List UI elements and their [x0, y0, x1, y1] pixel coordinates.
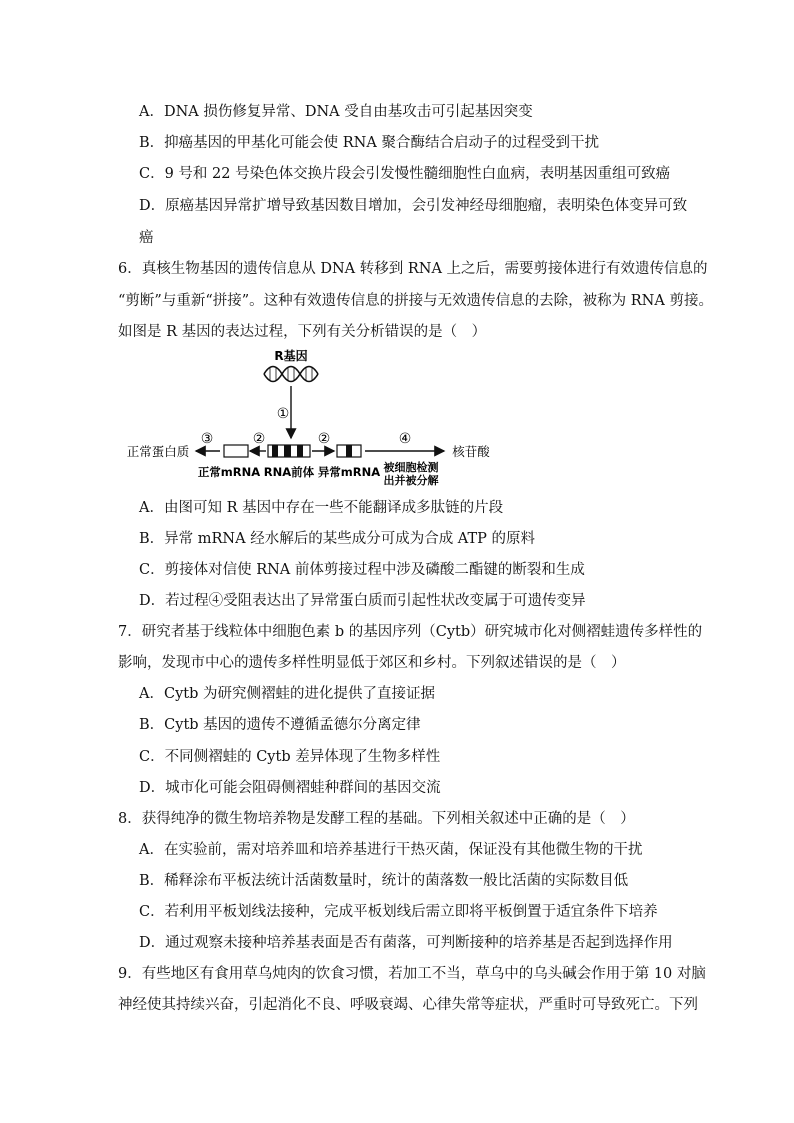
normal-protein-label: 正常蛋白质	[126, 444, 190, 459]
q8-option-d: D．通过观察未接种培养基表面是否有菌落，可判断接种的培养基是否起到选择作用	[139, 935, 673, 951]
q8-option-a: A．在实验前，需对培养皿和培养基进行干热灭菌，保证没有其他微生物的干扰	[139, 842, 643, 858]
q7-option-a: A．Cytb 为研究侧褶蛙的进化提供了直接证据	[139, 686, 435, 702]
q8-option-c: C．若利用平板划线法接种，完成平板划线后需立即将平板倒置于适宜条件下培养	[139, 904, 658, 920]
step-1-label: ①	[276, 406, 290, 422]
q7-stem-line-2: 影响，发现市中心的遗传多样性明显低于郊区和乡村。下列叙述错误的是（ ）	[118, 655, 626, 671]
q7-option-b: B．Cytb 基因的遗传不遵循孟德尔分离定律	[139, 717, 421, 733]
q7-option-c: C．不同侧褶蛙的 Cytb 差异体现了生物多样性	[139, 749, 441, 765]
q5-option-b: B．抑癌基因的甲基化可能会使 RNA 聚合酶结合启动子的过程受到干扰	[139, 135, 599, 151]
nucleotide-label: 核苷酸	[452, 444, 490, 459]
q6-option-d: D．若过程④受阻表达出了异常蛋白质而引起性状改变属于可遗传变异	[139, 593, 586, 609]
rna-splicing-diagram	[0, 346, 794, 486]
normal-mrna-icon	[224, 445, 248, 457]
abnormal-mrna-label: 异常mRNA	[317, 465, 381, 479]
step-3-label: ③	[200, 431, 214, 447]
rna-precursor-label: RNA前体	[263, 465, 315, 479]
q9-stem-line-2: 神经使其持续兴奋，引起消化不良、呼吸衰竭、心律失常等症状，严重时可导致死亡。下列	[118, 997, 698, 1013]
q8-option-b: B．稀释涂布平板法统计活菌数量时，统计的菌落数一般比活菌的实际数目低	[139, 873, 629, 889]
q7-stem-line-1: 7．研究者基于线粒体中细胞色素 b 的基因序列（Cytb）研究城市化对侧褶蛙遗传多样性的	[118, 624, 703, 640]
q6-stem-line-3: 如图是 R 基因的表达过程，下列有关分析错误的是（ ）	[118, 324, 487, 340]
q6-option-a: A．由图可知 R 基因中存在一些不能翻译成多肽链的片段	[139, 500, 504, 516]
step-2-right-label: ②	[317, 431, 331, 447]
step-4-label: ④	[398, 431, 412, 447]
rna-precursor-icon	[268, 445, 310, 457]
q9-stem-line-1: 9．有些地区有食用草乌炖肉的饮食习惯，若加工不当，草乌中的乌头碱会作用于第 10 对脑	[118, 966, 706, 982]
q7-option-d: D．城市化可能会阻碍侧褶蛙种群间的基因交流	[139, 780, 441, 796]
gene-label: R基因	[274, 349, 308, 363]
q5-option-d-continuation: 癌	[139, 230, 154, 246]
q6-option-b: B．异常 mRNA 经水解后的某些成分可成为合成 ATP 的原料	[139, 531, 536, 547]
normal-mrna-label: 正常mRNA	[197, 465, 261, 479]
q5-option-a: A．DNA 损伤修复异常、DNA 受自由基攻击可引起基因突变	[139, 104, 533, 120]
q5-option-c: C．9 号和 22 号染色体交换片段会引发慢性髓细胞性白血病，表明基因重组可致癌	[139, 166, 671, 182]
q5-option-d: D．原癌基因异常扩增导致基因数目增加，会引发神经母细胞瘤，表明染色体变异可致	[139, 198, 688, 214]
step-2-left-label: ②	[252, 431, 266, 447]
q6-stem-line-1: 6．真核生物基因的遗传信息从 DNA 转移到 RNA 上之后，需要剪接体进行有效遗传信息的	[118, 261, 708, 277]
abnormal-mrna-icon	[337, 445, 361, 457]
dna-helix-icon	[264, 367, 318, 382]
detected-label-line-2: 出并被分解	[383, 474, 439, 486]
detected-label-line-1: 被细胞检测	[383, 461, 439, 474]
q6-stem-line-2: “剪断”与重新“拼接”。这种有效遗传信息的拼接与无效遗传信息的去除，被称为 RNA 剪接。	[118, 293, 713, 309]
q6-option-c: C．剪接体对信使 RNA 前体剪接过程中涉及磷酸二酯键的断裂和生成	[139, 562, 585, 578]
q8-stem-line-1: 8．获得纯净的微生物培养物是发酵工程的基础。下列相关叙述中正确的是（ ）	[118, 811, 635, 827]
